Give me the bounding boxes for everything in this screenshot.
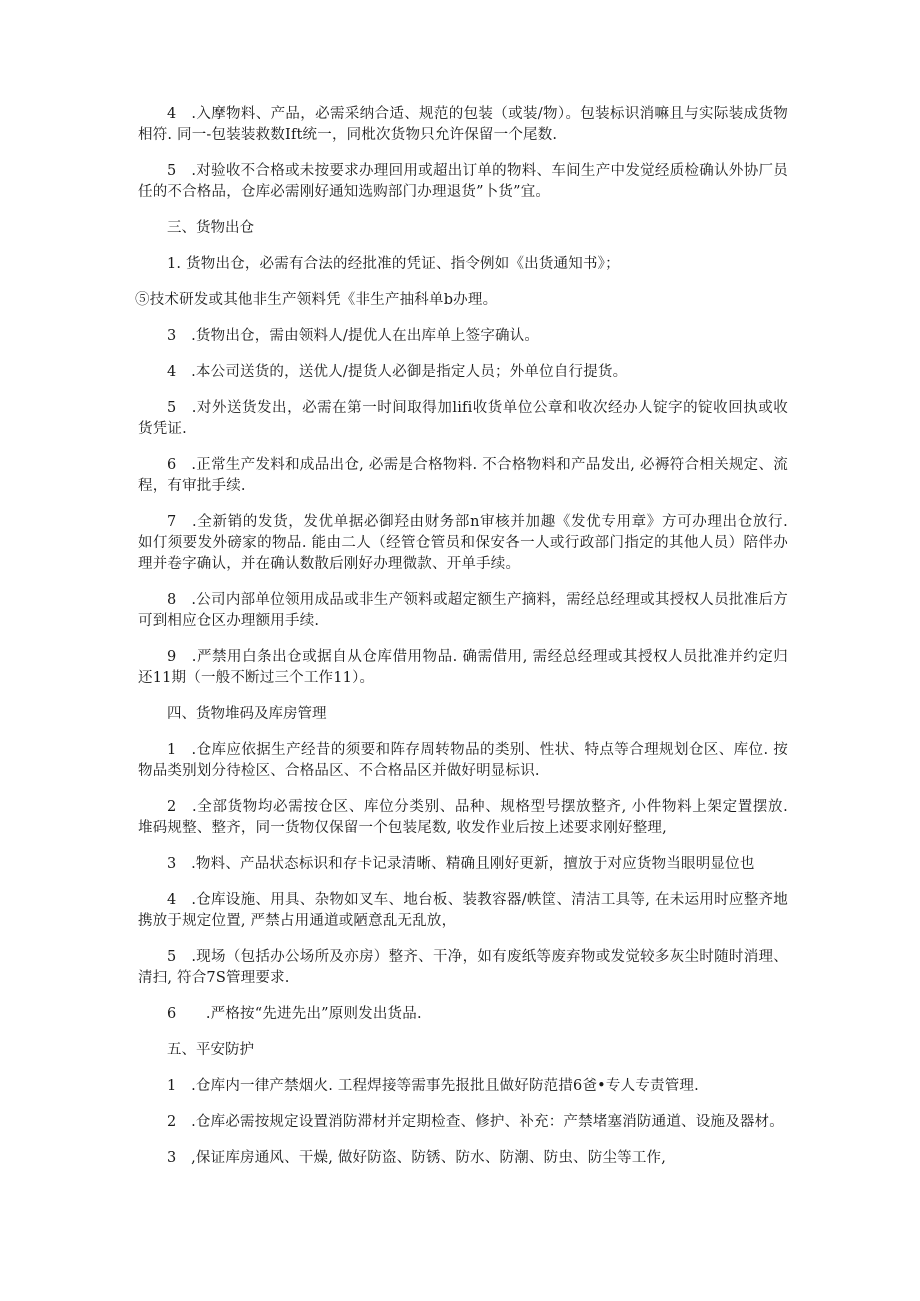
document-body: [135, 104, 788, 1169]
clause-safety-2: 2 .仓库必需按规定设置消防滞材并定期检查、修护、补充：产禁堵塞消防通道、设施及器材。: [167, 1114, 784, 1130]
clause-outbound-8: 8 .公司内部单位领用成品或非生产领料或超定额生产摘料，需经总经理或其授权人员批准后方可到相应仓区办理额用手续.: [138, 592, 788, 629]
section-heading-safety: 五、平安防护: [167, 1042, 254, 1058]
clause-storage-2: 2 .全部货物均必需按仓区、库位分类别、品种、规格型号摆放整齐, 小件物料上架定置摆放. 堆码规整、整齐，同一货物仅保留一个包装尾数, 收发作业后按上述要求刚好整理,: [138, 799, 788, 836]
section-heading-outbound: 三、货物出仓: [167, 220, 254, 236]
clause-outbound-5: 5 .对外送货发出，必需在第一时间取得加lifi收货单位公章和收次经办人锭字的锭收回执或收货凭证.: [138, 400, 788, 437]
section-heading-storage: 四、货物堆码及库房管理: [167, 706, 327, 722]
clause-outbound-1: 1. 货物出仓，必需有合法的经批准的凭证、指令例如《出货通知书》；: [167, 256, 620, 272]
clause-outbound-7: 7 .全新销的发货，发优单据必御羟由财务部n审核并加趣《发优专用章》方可办理出仓放行. 如仃须要发外磅家的物品. 能由二人（经管仓管员和保安各一人或行政部门指定的其他人员）陪伴办理并卷字确认，并在确认数散后刚好办理微款、开单手续。: [138, 514, 788, 572]
clause-storage-6: 6 .严格按“先进先出”原则发出货品.: [167, 1006, 422, 1022]
clause-storage-1: 1 .仓库应依据生产经昔的须要和阵存周转物品的类别、性状、特点等合理规划仓区、库位. 按物品类别划分待检区、合格品区、不合格品区并做好明显标识.: [138, 742, 788, 779]
clause-outbound-3: 3 .货物出仓，需由领料人/提优人在出库单上签字确认。: [167, 328, 540, 344]
clause-outbound-4: 4 .本公司送货的，送优人/提货人必御是指定人员；外单位自行提货。: [167, 364, 628, 380]
clause-safety-3: 3 ,保证库房通风、干燥, 做好防盗、防锈、防水、防潮、防虫、防尘等工作,: [167, 1150, 667, 1166]
clause-inbound-5: 5 .对验收不合格或未按要求办理回用或超出订单的物料、车间生产中发觉经质检确认外协厂员任的不合格品，仓库必需刚好通知选购部门办理退货”卜货”宜。: [138, 163, 788, 200]
clause-inbound-4: 4 .入摩物料、产品，必需采纳合适、规范的包装（或装/物）。包装标识消嘛且与实际装成货物相符. 同一-包装装救数Ift统一，同枇次货物只允许保留一个尾数.: [138, 106, 788, 143]
clause-storage-4: 4 .仓库设施、用具、杂物如叉车、地台板、装教容器/帙筐、清洁工具等, 在未运用时应整齐地携放于规定位置, 严禁占用通道或陋意乱无乱放，: [138, 892, 788, 929]
clause-outbound-9: 9 .严禁用白条出仓或据自从仓库借用物品. 确需借用, 需经总经理或其授权人员批准并约定归还11期（一般不断过三个工作11）。: [138, 649, 788, 686]
clause-storage-3: 3 .物料、产品状态标识和存卡记录清晰、精确且刚好更新，擅放于对应货物当眼明显位也: [167, 856, 755, 872]
clause-storage-5: 5 .现场（包括办公场所及亦房）整齐、干净，如有废纸等废弃物或发觉较多灰尘时随时消理、清扫, 符合7S管理要求.: [138, 949, 788, 986]
clause-safety-1: 1 .仓库内一律产禁烟火. 工程焊接等需事先报批且做好防范措6爸•专人专责管理.: [167, 1078, 699, 1094]
clause-outbound-6: 6 .正常生产发料和成品出仓, 必需是合格物料. 不合格物料和产品发出, 必褥符合相关规定、流程，有审批手续.: [138, 457, 788, 494]
clause-outbound-2: ⑤技术研发或其他非生产领料凭《非生产抽科单b办理。: [135, 292, 498, 308]
